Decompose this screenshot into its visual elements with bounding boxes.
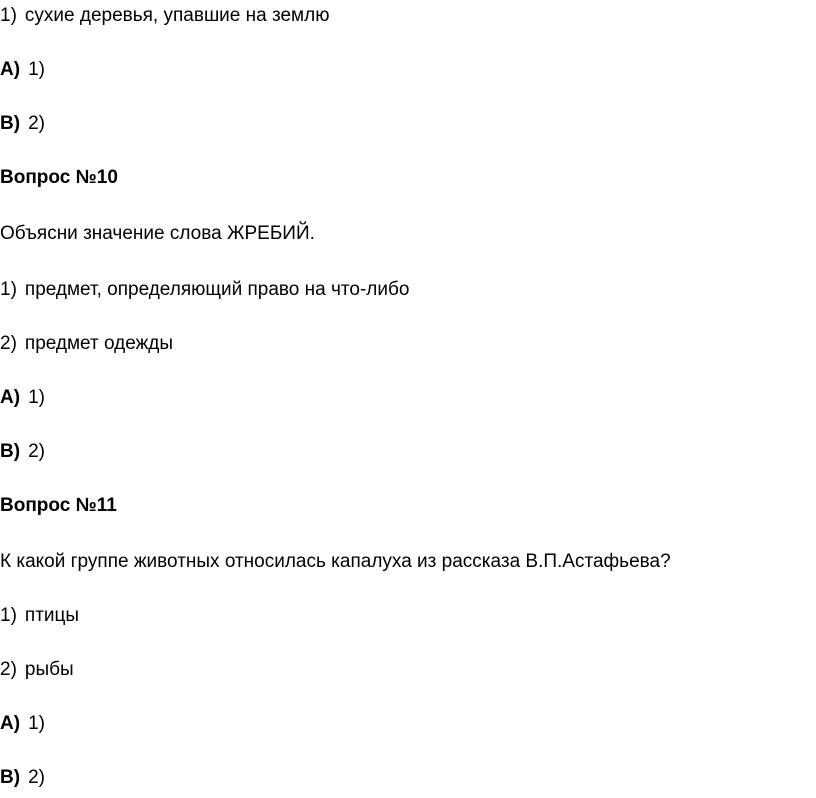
answer-letter: А) <box>0 59 21 80</box>
option-number: 1) <box>0 5 17 26</box>
option-text: птицы <box>24 605 80 626</box>
option-text: сухие деревья, упавшие на землю <box>24 5 330 26</box>
answer-value: 1) <box>28 387 45 408</box>
answer-value: 1) <box>28 713 45 734</box>
prev-answer-b[interactable] <box>0 112 45 136</box>
q10-option-2 <box>0 332 173 356</box>
answer-value: 2) <box>28 113 45 134</box>
option-number: 1) <box>0 605 17 626</box>
q11-answer-b[interactable] <box>0 766 45 790</box>
q11-answer-a[interactable] <box>0 712 45 736</box>
option-number: 2) <box>0 659 17 680</box>
q10-answer-a[interactable] <box>0 386 45 410</box>
q11-option-1 <box>0 604 79 628</box>
q10-answer-b[interactable] <box>0 440 45 464</box>
question-10-text: Объясни значение слова ЖРЕБИЙ. <box>0 223 315 244</box>
question-11-text: К какой группе животных относилась капалуха из рассказа В.П.Астафьева? <box>0 551 671 572</box>
question-11-heading: Вопрос №11 <box>0 495 117 516</box>
question-10-heading: Вопрос №10 <box>0 167 118 188</box>
q10-option-1 <box>0 278 409 302</box>
q11-option-2 <box>0 658 74 682</box>
option-number: 1) <box>0 279 17 300</box>
prev-answer-a[interactable] <box>0 58 45 82</box>
prev-option-1 <box>0 4 329 28</box>
answer-value: 2) <box>28 441 45 462</box>
answer-letter: В) <box>0 441 21 462</box>
answer-letter: А) <box>0 713 21 734</box>
option-number: 2) <box>0 333 17 354</box>
option-text: предмет, определяющий право на что-либо <box>24 279 410 300</box>
answer-value: 1) <box>28 59 45 80</box>
answer-letter: В) <box>0 113 21 134</box>
answer-letter: А) <box>0 387 21 408</box>
option-text: предмет одежды <box>24 333 174 354</box>
option-text: рыбы <box>24 659 74 680</box>
answer-value: 2) <box>28 767 45 788</box>
answer-letter: В) <box>0 767 21 788</box>
